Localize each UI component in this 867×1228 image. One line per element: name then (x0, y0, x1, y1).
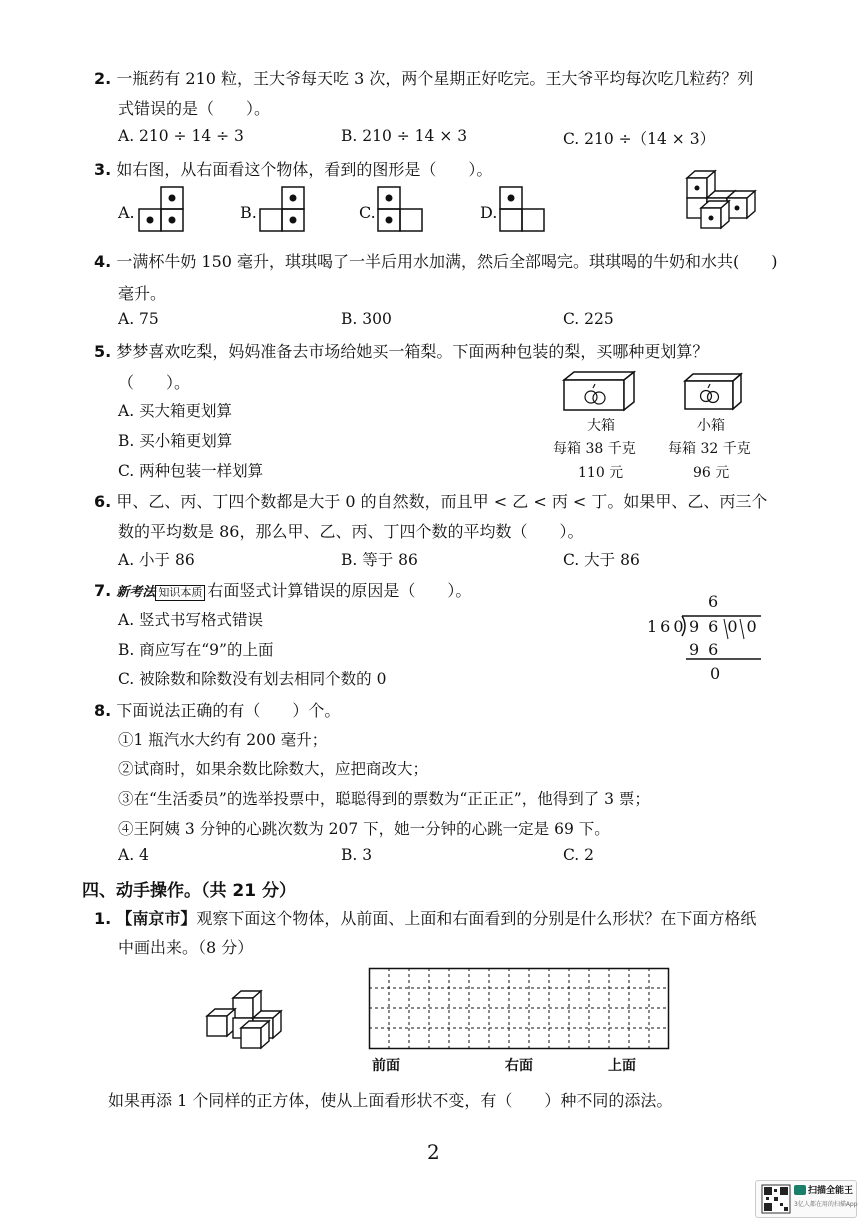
q8-option-a[interactable]: A. 4 (118, 846, 149, 864)
q8-statement-4: ④王阿姨 3 分钟的心跳次数为 207 下，她一分钟的心跳一定是 69 下。 (118, 820, 610, 838)
q7-tag-new: 新考法 (116, 585, 156, 600)
watermark-title: 扫描全能王 (808, 1186, 854, 1196)
q2-number: 2. (94, 69, 112, 88)
q8-statement-3: ③在“生活委员”的选举投票中，聪聪得到的票数为“正正正”，他得到了 3 票； (118, 790, 650, 808)
s4-q1-grid-label-front: 前面 (372, 1058, 400, 1074)
scanner-watermark (755, 1180, 857, 1218)
q3-option-b-label[interactable]: B. (240, 203, 257, 222)
q8-text: 下面说法正确的有（ ）个。 (116, 701, 341, 720)
q4-text-line2: 毫升。 (118, 284, 167, 303)
q5-text-line2: （ ）。 (118, 373, 191, 392)
q5-big-box-price: 110 元 (578, 465, 624, 481)
q6-number: 6. (94, 492, 112, 511)
q5-text-line1: 梦梦喜欢吃梨，妈妈准备去市场给她买一箱梨。下面两种包装的梨，买哪种更划算？ (116, 342, 709, 361)
q5-option-b[interactable]: B. 买小箱更划算 (118, 432, 233, 450)
q3-option-a-figure (138, 186, 184, 232)
s4-q1-solid-figure (205, 988, 291, 1052)
q5-small-box-name: 小箱 (697, 418, 725, 434)
q8-option-b[interactable]: B. 3 (341, 846, 373, 864)
q2-option-a[interactable]: A. 210 ÷ 14 ÷ 3 (118, 127, 244, 145)
q8-stem (94, 698, 340, 721)
s4-q1-tag: 【南京市】 (116, 909, 197, 928)
q5-small-box-weight: 每箱 32 千克 (668, 441, 751, 457)
qr-code-icon (762, 1185, 790, 1213)
q6-option-b[interactable]: B. 等于 86 (341, 551, 418, 569)
q6-text-line1: 甲、乙、丙、丁四个数都是大于 0 的自然数，而且甲 < 乙 < 丙 < 丁。如果甲、乙、丙三个 (116, 492, 768, 511)
q3-option-a-label[interactable]: A. (118, 203, 135, 222)
q4-option-c[interactable]: C. 225 (563, 310, 614, 328)
q5-option-c[interactable]: C. 两种包装一样划算 (118, 462, 264, 480)
q4-option-a[interactable]: A. 75 (118, 310, 159, 328)
q4-number: 4. (94, 252, 112, 271)
q4-text-line1: 一满杯牛奶 150 毫升，琪琪喝了一半后用水加满，然后全部喝完。琪琪喝的牛奶和水共( ) (116, 252, 778, 271)
q2-text-line2: 式错误的是（ ）。 (118, 99, 271, 118)
q3-option-d-label[interactable]: D. (480, 203, 498, 222)
q3-stem (94, 157, 492, 180)
q3-solid-figure (683, 168, 763, 232)
s4-q1-followup: 如果再添 1 个同样的正方体，使从上面看形状不变，有（ ）种不同的添法。 (108, 1091, 673, 1110)
page-number: 2 (427, 1140, 440, 1164)
q2-text-line1: 一瓶药有 210 粒，王大爷每天吃 3 次，两个星期正好吃完。王大爷平均每次吃几粒药？列 (116, 69, 754, 88)
q7-division-dividend: 9600 (689, 617, 766, 636)
q7-tag-box: 知识本质 (155, 585, 205, 601)
q7-text: 右面竖式计算错误的原因是（ ）。 (207, 581, 472, 600)
s4-q1-grid-label-right: 右面 (505, 1058, 533, 1074)
q8-statement-2: ②试商时，如果余数比除数大，应把商改大； (118, 760, 429, 778)
q8-number: 8. (94, 701, 112, 720)
q6-option-c[interactable]: C. 大于 86 (563, 551, 640, 569)
q7-option-c[interactable]: C. 被除数和除数没有划去相同个数的 0 (118, 670, 387, 688)
q5-option-a[interactable]: A. 买大箱更划算 (118, 402, 233, 420)
section4-title: 四、动手操作。（共 21 分） (82, 881, 296, 901)
s4-q1-grid-label-top: 上面 (608, 1058, 636, 1074)
s4-q1-number: 1. (94, 909, 112, 928)
q7-division-product: 96 (689, 640, 728, 659)
q7-division-divisor: 160 (647, 617, 687, 636)
q6-text-line2: 数的平均数是 86，那么甲、乙、丙、丁四个数的平均数（ ）。 (118, 522, 584, 541)
q7-number: 7. (94, 581, 112, 600)
q2-stem-line1 (94, 66, 753, 89)
q3-option-c-figure (377, 186, 423, 232)
q5-small-box-price: 96 元 (693, 465, 730, 481)
q5-big-box-icon (562, 370, 638, 414)
q8-option-c[interactable]: C. 2 (563, 846, 595, 864)
watermark-subtitle: 3亿人都在用的扫描App (794, 1201, 858, 1208)
camscanner-logo-icon (794, 1185, 806, 1195)
q4-stem-line1 (94, 249, 778, 272)
q4-option-b[interactable]: B. 300 (341, 310, 392, 328)
q3-option-c-label[interactable]: C. (359, 203, 376, 222)
s4-q1-grid-paper (369, 968, 669, 1050)
q8-statement-1: ①1 瓶汽水大约有 200 毫升； (118, 731, 328, 749)
q3-text: 如右图，从右面看这个物体，看到的图形是（ ）。 (116, 160, 493, 179)
q7-option-b[interactable]: B. 商应写在“9”的上面 (118, 641, 274, 659)
q7-option-a[interactable]: A. 竖式书写格式错误 (118, 611, 264, 629)
q5-big-box-weight: 每箱 38 千克 (553, 441, 636, 457)
q6-option-a[interactable]: A. 小于 86 (118, 551, 195, 569)
q2-option-b[interactable]: B. 210 ÷ 14 × 3 (341, 127, 468, 145)
q3-option-b-figure (259, 186, 305, 232)
s4-q1-text-line2: 中画出来。（8 分） (118, 938, 254, 957)
q5-big-box-name: 大箱 (587, 418, 615, 434)
q7-stem (94, 578, 471, 601)
q3-number: 3. (94, 160, 112, 179)
q7-division-remainder: 0 (710, 664, 721, 683)
q5-stem-line1 (94, 339, 708, 362)
q5-number: 5. (94, 342, 112, 361)
s4-q1-stem-line1 (94, 906, 756, 929)
s4-q1-text-line1: 观察下面这个物体，从前面、上面和右面看到的分别是什么形状？在下面方格纸 (196, 909, 757, 928)
q7-division-quotient: 6 (708, 592, 725, 611)
q5-small-box-icon (683, 372, 745, 412)
q6-stem-line1 (94, 489, 767, 512)
q3-option-d-figure (499, 186, 545, 232)
q2-option-c[interactable]: C. 210 ÷（14 × 3） (563, 130, 716, 148)
